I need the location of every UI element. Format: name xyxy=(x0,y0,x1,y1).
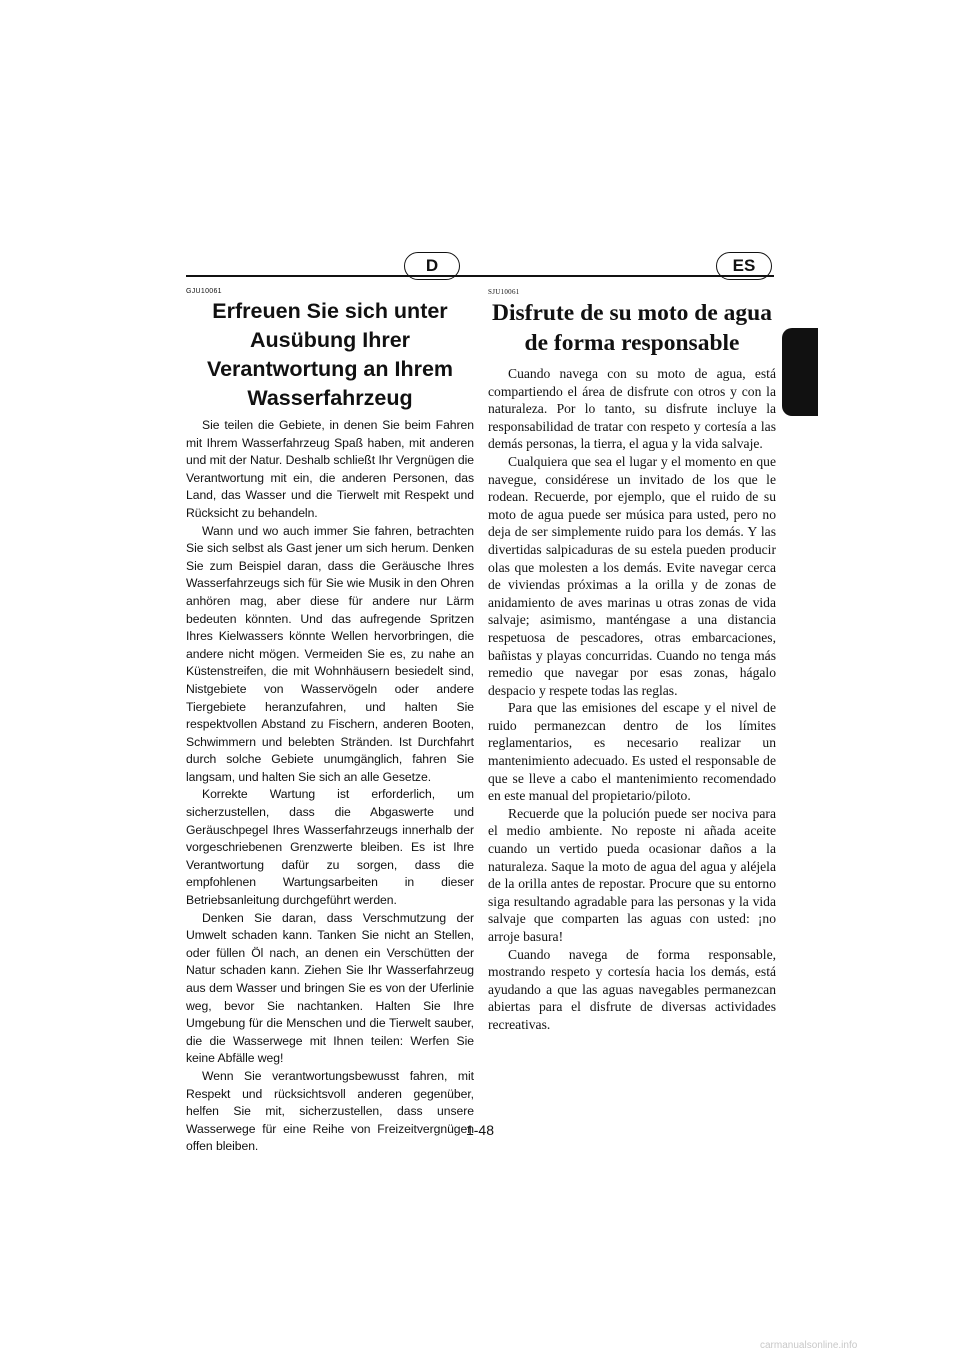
spanish-title: Disfrute de su moto de agua de forma responsable xyxy=(491,300,773,356)
spanish-paragraph-4: Recuerde que la polución puede ser nociva para el medio ambiente. No reposte ni añada aceite cuando un vertido pueda ocasionar daños a la naturaleza. Saque la moto de agua del agua y aléjela de la orilla antes de repostar. Procure que su entorno siga resultando agradable para las personas y la vida salvaje que comparten las aguas con usted: ¡no arroje basura! xyxy=(488,805,776,944)
german-paragraph-4: Denken Sie daran, dass Verschmutzung der Umwelt schaden kann. Tanken Sie nicht an Stellen, oder füllen Öl nach, an denen ein Verschütten der Natur schaden kann. Ziehen Sie Ihr Wasserfahrzeug aus dem Wasser und bringen Sie es von der Uferlinie weg, bevor Sie nachtanken. Halten Sie Ihre Umgebung für die Menschen und die Tierwelt sauber, die die Wasserwege mit Ihnen teilen: Werfen Sie keine Abfälle weg! xyxy=(186,910,474,1066)
german-column xyxy=(186,288,474,1156)
spanish-paragraph-2: Cualquiera que sea el lugar y el momento en que navegue, considérese un invitado de los que le rodean. Recuerde, por ejemplo, que el ruido de su moto de agua puede ser música para usted, pero no deja de ser simplemente ruido para los demás. Y las divertidas salpicaduras de su estela pueden producir olas que molesten a los demás. Evite navegar cerca de viviendas próximas a la orilla y de zonas de anidamiento de aves marinas u otras zonas de vida salvaje; asimismo, manténgase a una distancia respetuosa de pescadores, otras embarcaciones, bañistas y playas concurridas. Cuando no tenga más remedio que navegar por esas zonas, hágalo despacio y respete todas las reglas. xyxy=(488,453,776,698)
spanish-paragraph-1: Cuando navega con su moto de agua, está compartiendo el área de disfrute con otros y con la naturaleza. Por lo tanto, su disfrute incluye la responsabilidad de tratar con respeto y cortesía a las demás personas, la tierra, el agua y la vida salvaje. xyxy=(488,366,776,452)
german-paragraph-3: Korrekte Wartung ist erforderlich, um sicherzustellen, dass die Abgaswerte und Geräuschpegel Ihres Wasserfahrzeugs innerhalb der vorgeschriebenen Grenzwerte bleiben. Es ist Ihre Verantwortung dafür zu sorgen, dass die empfohlenen Wartungsarbeiten in dieser Betriebsanleitung durchgeführt werden. xyxy=(186,787,474,908)
watermark: carmanualsonline.info xyxy=(760,1340,858,1351)
language-badge-german: D xyxy=(404,252,460,280)
chapter-side-tab xyxy=(782,328,818,416)
spanish-paragraph-5: Cuando navega de forma responsable, mostrando respeto y cortesía hacia los demás, está ayudando a que las aguas navegables permanezcan abiertas para el disfrute de diversas actividades recreativas. xyxy=(488,946,776,1032)
page-number: 1-48 xyxy=(465,1122,495,1138)
german-paragraph-2: Wann und wo auch immer Sie fahren, betrachten Sie sich selbst als Gast jener um sich herum. Denken Sie zum Beispiel daran, dass die Geräusche Ihres Wasserfahrzeugs sich für Sie wie Musik in den Ohren anhören mag, aber diese für andere nur Lärm bedeuten könnten. Und das aufregende Spritzen Ihres Kielwassers könnte Wellen hervorbringen, die andere nicht mögen. Vermeiden Sie es, zu nahe an Küstenstreifen, die mit Wohnhäusern besiedelt sind, Nistgebiete von Wasservögeln oder andere Tiergebiete heranzufahren, und halten Sie respektvollen Abstand zu Fischern, anderen Booten, Schwimmern und belebten Stränden. Ist Durchfahrt durch solche Gebiete unumgänglich, fahren Sie langsam, und halten Sie sich an alle Gesetze. xyxy=(186,523,474,784)
german-section-code: GJU10061 xyxy=(186,288,222,295)
spanish-section-code: SJU10061 xyxy=(488,288,520,296)
header-rule xyxy=(186,275,774,277)
spanish-column xyxy=(488,288,776,1034)
german-title: Erfreuen Sie sich unter Ausübung Ihrer Verantwortung an Ihrem Wasserfahrzeug xyxy=(206,299,454,410)
german-paragraph-1: Sie teilen die Gebiete, in denen Sie beim Fahren mit Ihrem Wasserfahrzeug Spaß haben, mit anderen und mit der Natur. Deshalb schließt Ihr Vergnügen die Verantwortung mit ein, die anderen Personen, das Land, das Wasser und die Tierwelt mit Respekt und Rücksicht zu behandeln. xyxy=(186,418,474,520)
spanish-paragraph-3: Para que las emisiones del escape y el nivel de ruido permanezcan dentro de los límites reglamentarios, es necesario realizar un mantenimiento adecuado. Es usted el responsable de que se lleve a cabo el mantenimiento recomendado en este manual del propietario/piloto. xyxy=(488,700,776,804)
german-paragraph-5: Wenn Sie verantwortungsbewusst fahren, mit Respekt und rücksichtsvoll anderen gegenüber, helfen Sie mit, sicherzustellen, dass unsere Wasserwege für eine Reihe von Freizeitvergnügen offen bleiben. xyxy=(186,1068,474,1154)
language-badge-spanish: ES xyxy=(716,252,772,280)
